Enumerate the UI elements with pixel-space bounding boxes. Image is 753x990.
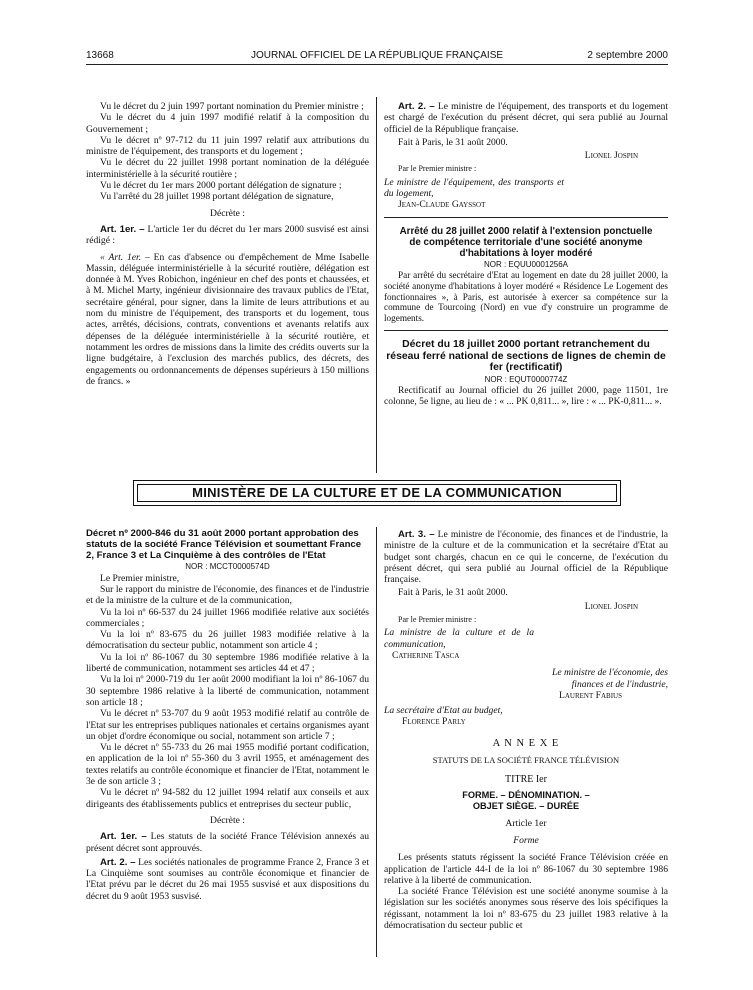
column-divider <box>376 97 377 473</box>
nor-ref: NOR : EQUT0000774Z <box>484 374 568 384</box>
quote-text: En cas d'absence ou d'empêchement de Mme Isabelle Massin, déléguée interministérielle à la sécurité routière, délégation est donnée à M. Yves Robichon, ingénieur en chef des ponts et chaussées, et à M. Michel Marty, ingénieur divisionnaire des travaux publics de l'Etat, secrétaire général, pour signer, dans la limite de leurs attributions et au nom du ministre de l'équipement, des transports et du logement, tous actes, arrêtés, décisions, contrats, conventions et avenants relatifs aux dépenses de la déléguée interministérielle à la sécurité routière, et notamment les ordres de missions dans la limite des crédits ouverts sur la ligne budgétaire, à l'exclusion des marchés publics, des décrets, des engagements ou ordonnancements de dépenses supérieurs à 150 millions de francs. » <box>86 251 369 387</box>
article-label: Art. 1er. – <box>100 831 147 843</box>
decrete-label: Décrète : <box>210 207 245 219</box>
quote-label: « Art. 1er. – <box>100 251 150 263</box>
visa-line: Vu la loi nº 86-1067 du 30 septembre 1986 modifiée relative à la liberté de communication, notamment ses articles 44 et 47 ; <box>86 651 369 675</box>
economy-minister-role: Le ministre de l'économie, des finances et de l'industrie, <box>552 667 668 690</box>
statuts-paragraph: La société France Télévision est une société anonyme soumise à la législation sur les sociétés anonymes sous réserve des lois spécifiques la régissant, notamment la loi nº 83-675 du 23 juillet 1983 relative à la démocratisation du secteur public et <box>384 886 668 932</box>
minister-role: Le ministre de l'équipement, des transports et du logement, <box>384 176 564 200</box>
arrete-title: Arrêté du 28 juillet 2000 relatif à l'extension ponctuelle de compétence territoriale d'une société anonyme d'habitations à loyer modéré <box>399 225 653 259</box>
ministry-banner <box>133 480 621 506</box>
bottom-left-column <box>86 529 369 902</box>
visa-line: Vu la loi nº 83-675 du 26 juillet 1983 modifiée relative à la démocratisation du secteur public, notamment son article 4 ; <box>86 629 369 652</box>
nor-ref: NOR : MCCT0000574D <box>185 562 270 572</box>
column-divider <box>376 527 377 957</box>
article-label: Art. 2. – <box>398 101 435 112</box>
top-right-column <box>384 101 668 408</box>
visa-line: Vu le décret du 22 juillet 1998 portant nomination de la déléguée interministérielle à la sécurité routière ; <box>86 157 369 180</box>
visa-line: Vu le décret nº 94-582 du 12 juillet 1994 relatif aux conseils et aux dirigeants des établissements publics et entreprises du secteur public, <box>86 787 369 810</box>
visa-line: Vu la loi nº 2000-719 du 1er août 2000 modifiant la loi nº 86-1067 du 30 septembre 1986 relative à la liberté de communication, notamment son article 18 ; <box>86 674 369 708</box>
article-label: Art. 3. – <box>398 529 435 540</box>
culture-minister-name: Catherine Tasca <box>392 649 460 661</box>
statuts-heading: STATUTS DE LA SOCIÉTÉ FRANCE TÉLÉVISION <box>432 755 620 766</box>
visa-line: Vu la loi nº 66-537 du 24 juillet 1966 modifiée relative aux sociétés commerciales ; <box>86 606 369 629</box>
intro-line: Le Premier ministre, <box>100 572 180 584</box>
economy-minister-name: Laurent Fabius <box>559 689 622 701</box>
separator <box>384 217 668 218</box>
annexe-heading: A N N E X E <box>492 737 560 749</box>
top-left-column <box>86 101 369 387</box>
article-text: L'article 1er du décret du 1er mars 2000 susvisé est ainsi rédigé : <box>86 223 369 247</box>
visa-line: Vu l'arrêté du 28 juillet 1998 portant délégation de signature, <box>100 191 334 203</box>
titre-heading: TITRE Ier <box>505 774 547 786</box>
page-header <box>86 50 668 65</box>
article-text: Le ministre de l'équipement, des transports et du logement est chargé de l'exécution du présent décret, qui sera publié au Journal officiel de la République française. <box>384 101 668 135</box>
visa-line: Vu le décret nº 53-707 du 9 août 1953 modifié relatif au contrôle de l'Etat sur les entreprises publiques nationales et certains organismes ayant un objet d'ordre économique ou social, notamment son article 7 ; <box>86 708 369 742</box>
visa-line: Sur le rapport du ministre de l'économie, des finances et de l'industrie et de la ministre de la culture et de la communication, <box>86 583 369 607</box>
decret-title: Décret nº 2000-846 du 31 août 2000 portant approbation des statuts de la société France Télévision et soumettant France 2, France 3 et La Cinquième à des contrôles de l'Etat <box>86 528 362 561</box>
budget-secretary-name: Florence Parly <box>402 716 466 728</box>
visa-line: Vu le décret nº 55-733 du 26 mai 1955 modifié portant codification, en application de la loi nº 55-360 du 3 avril 1955, et aménagement des textes relatifs au contrôle économique et financier de l'Etat, notamment le 3e de son article 3 ; <box>86 742 369 788</box>
par-label: Par le Premier ministre : <box>398 615 477 625</box>
rectificatif-text: Rectificatif au Journal officiel du 26 juillet 2000, page 11501, 1re colonne, 5e ligne, au lieu de : « ... PK 0,811... », lire : « ... PK-0,811... ». <box>384 385 668 408</box>
visa-line: Vu le décret du 1er mars 2000 portant délégation de signature ; <box>100 180 342 192</box>
visa-line: Vu le décret du 2 juin 1997 portant nomination du Premier ministre ; <box>100 101 364 112</box>
culture-minister-role: La ministre de la culture et de la communication, <box>384 627 534 650</box>
article-text: Le ministre de l'économie, des finances et de l'industrie, la ministre de la culture et de la communication et la secrétaire d'Etat au budget sont chargés, chacun en ce qui le concerne, de l'exécution du présent décret, qui sera publié au Journal officiel de la République française. <box>384 529 668 586</box>
signer-name: Lionel Jospin <box>584 150 638 162</box>
statuts-paragraph: Les présents statuts régissent la société France Télévision créée en application de l'article 44-I de la loi nº 86-1067 du 30 septembre 1986 relative à la liberté de communication. <box>384 852 668 886</box>
article-text: Les statuts de la société France Télévision annexés au présent décret sont approuvés. <box>86 831 369 854</box>
arrete-text: Par arrêté du secrétaire d'Etat au logement en date du 28 juillet 2000, la société anonyme d'habitations à loyer modéré « Résidence Le Logement des fonctionnaires », à Paris, est autorisée à exercer sa compétence sur la commune de Tourcoing (Nord) en vue d'y construire un programme de logements. <box>384 269 668 324</box>
signer-name: Lionel Jospin <box>584 600 638 612</box>
issue-date: 2 septembre 2000 <box>587 50 668 61</box>
titre-subheading: FORME. – DÉNOMINATION. – OBJET SIÈGE. – DURÉE <box>462 789 590 811</box>
budget-secretary-role: La secrétaire d'Etat au budget, <box>384 705 503 717</box>
fait-line: Fait à Paris, le 31 août 2000. <box>398 587 508 599</box>
decrete-label: Décrète : <box>210 814 245 826</box>
forme-heading: Forme <box>513 834 539 846</box>
article-text: Les sociétés nationales de programme France 2, France 3 et La Cinquième sont soumises au contrôle économique et financier de l'Etat prévu par le décret du 26 mai 1955 susvisé et aux dispositions du décret du 9 août 1953 susvisé. <box>86 856 369 902</box>
separator <box>384 330 668 331</box>
article-label: Art. 1er. – <box>100 223 145 235</box>
visa-line: Vu le décret nº 97-712 du 11 juin 1997 relatif aux attributions du ministre de l'équipement, des transports et du logement ; <box>86 134 369 158</box>
bottom-right-column <box>384 529 668 931</box>
minister-name: Jean-Claude Gayssot <box>398 199 486 211</box>
fait-line: Fait à Paris, le 31 août 2000. <box>398 136 508 148</box>
nor-ref: NOR : EQUU0001256A <box>483 259 569 269</box>
visa-line: Vu le décret du 4 juin 1997 modifié relatif à la composition du Gouvernement ; <box>86 112 369 135</box>
journal-title: JOURNAL OFFICIEL DE LA RÉPUBLIQUE FRANÇAISE <box>250 50 504 61</box>
par-label: Par le Premier ministre : <box>398 164 477 174</box>
page-number: 13668 <box>86 50 114 61</box>
article-label: Art. 2. – <box>100 856 136 868</box>
article-heading: Article 1er <box>505 817 547 829</box>
decret-title: Décret du 18 juillet 2000 portant retranchement du réseau ferré national de sections de lignes de chemin de fer (rectificatif) <box>386 338 666 374</box>
ministry-banner-title: MINISTÈRE DE LA CULTURE ET DE LA COMMUNICATION <box>137 484 617 502</box>
